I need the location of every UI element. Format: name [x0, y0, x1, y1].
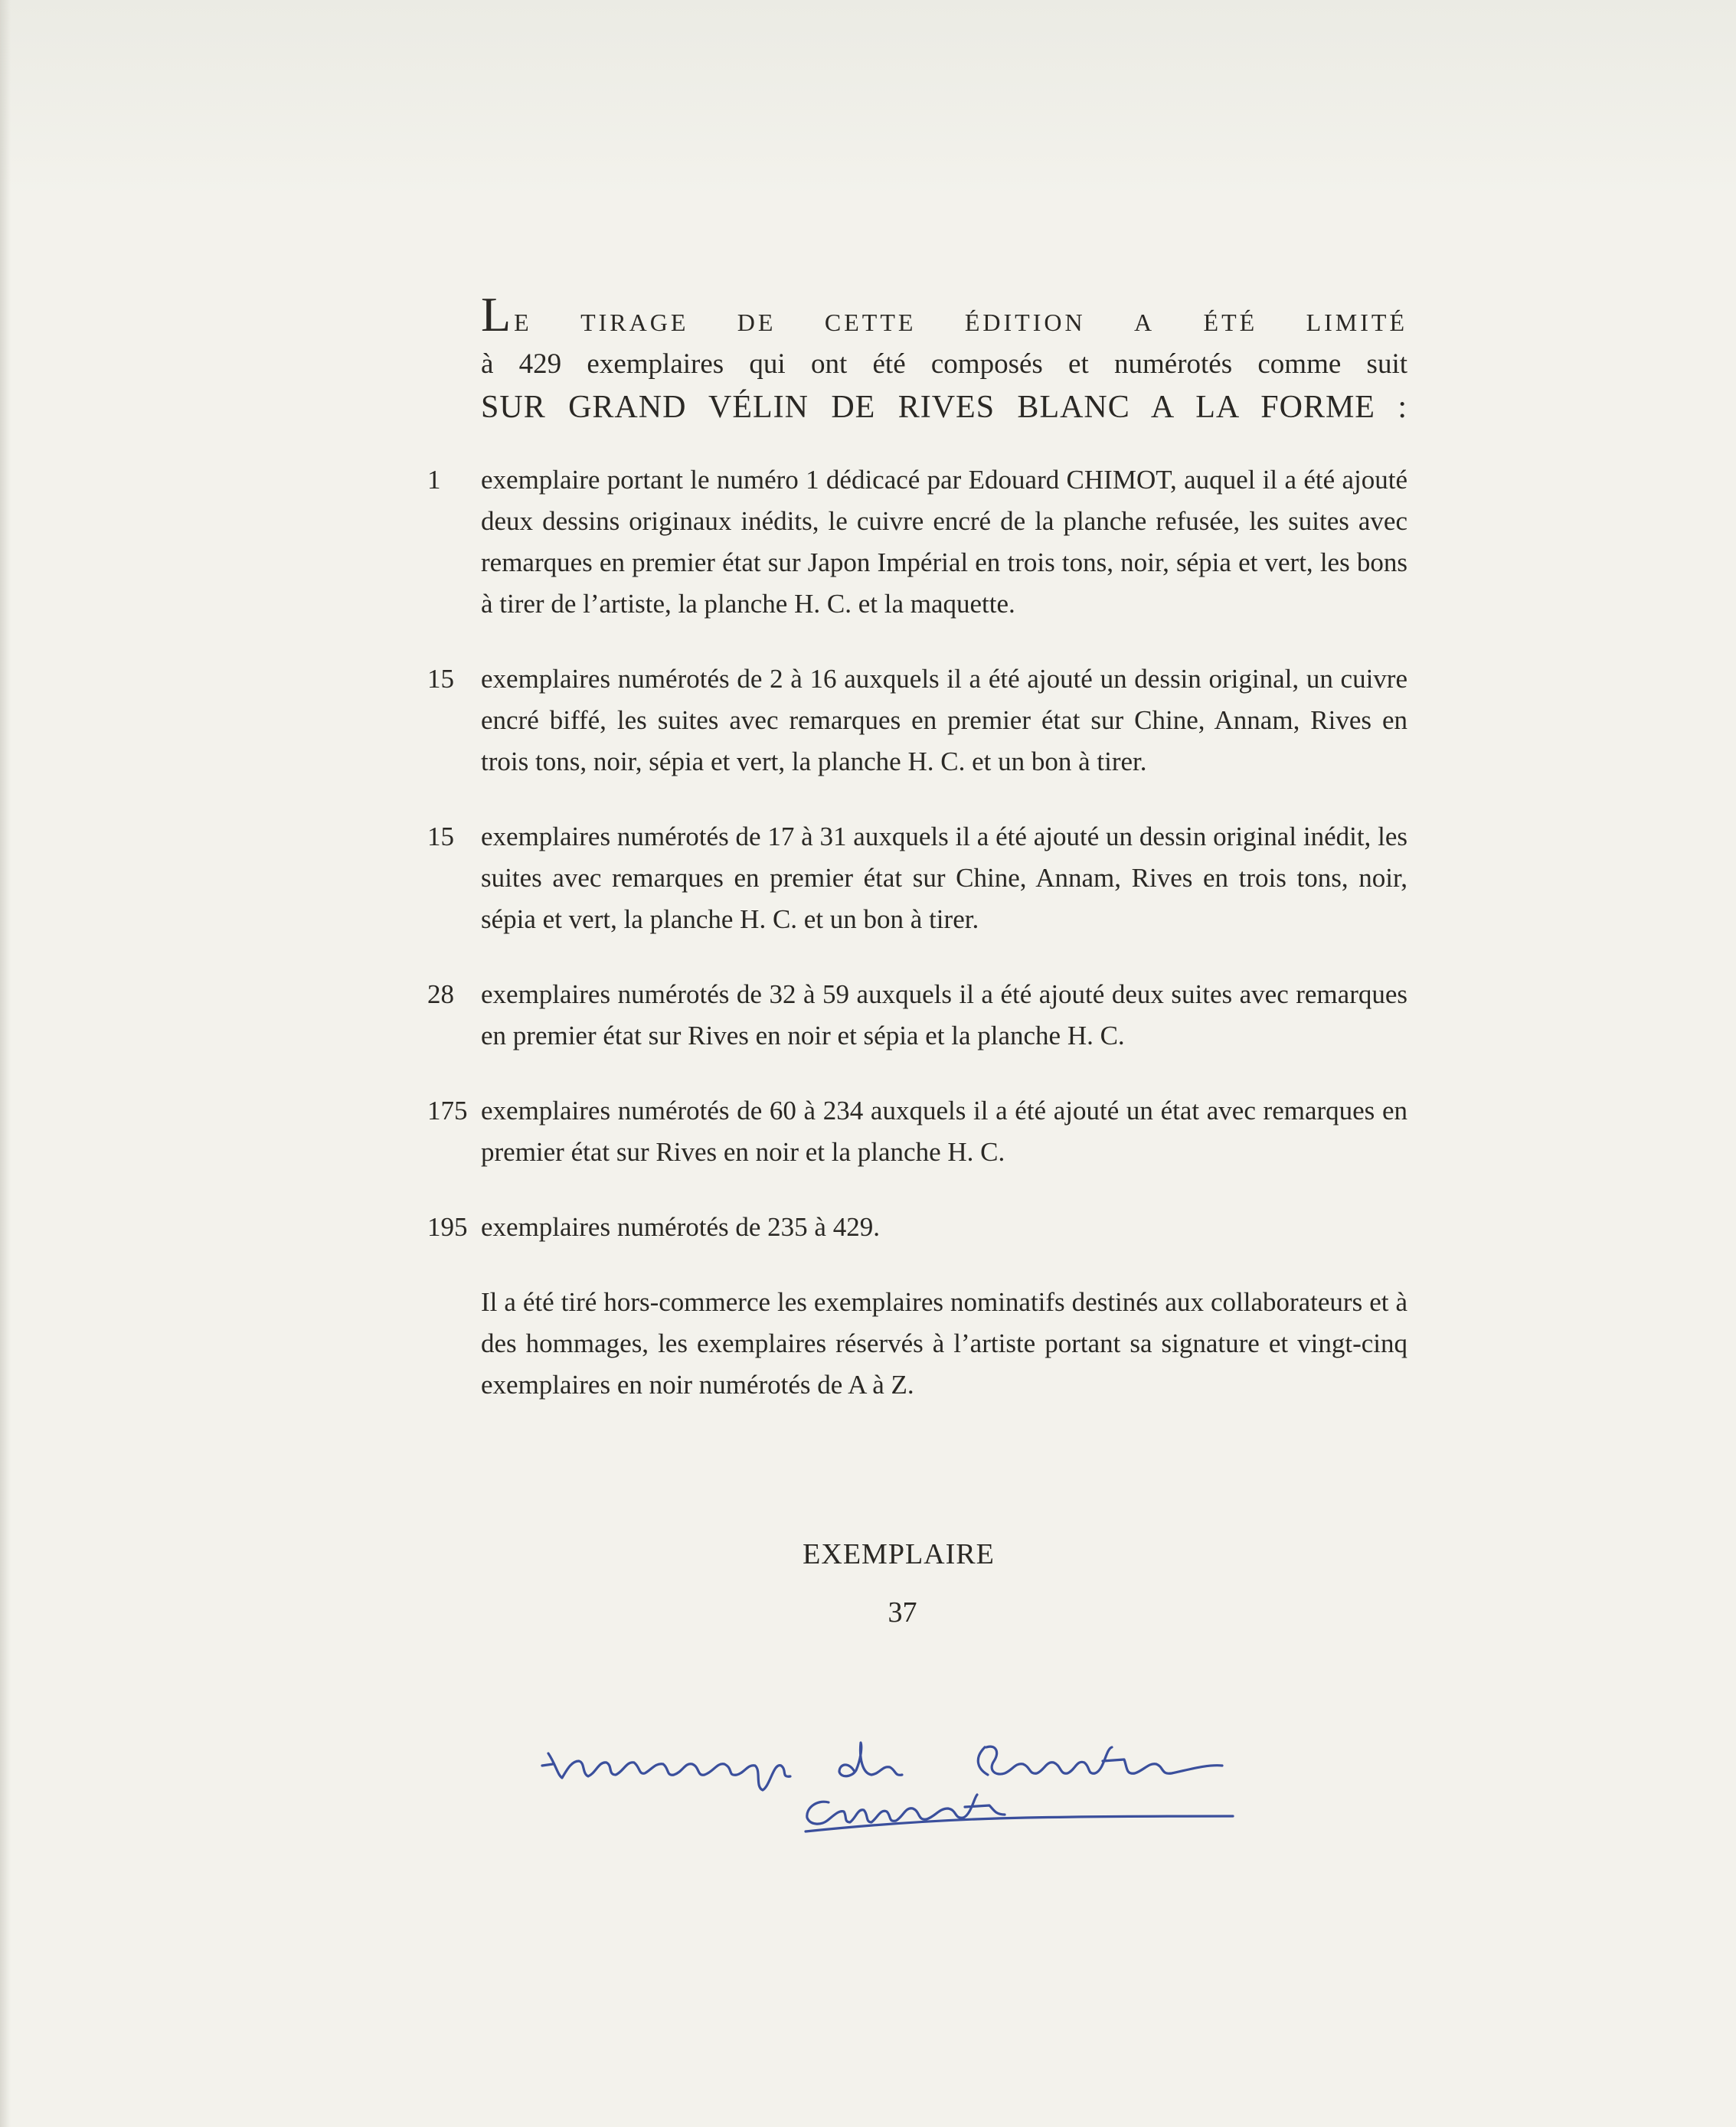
edition-entry: [427, 816, 1407, 940]
heading-line-1: [481, 287, 1407, 343]
paper-left-edge: [0, 0, 11, 2127]
entry-description: exemplaires numérotés de 2 à 16 auxquels il a été ajouté un dessin original, un cuivre encré biffé, les suites avec remarques en premier état sur Chine, Annam, Rives en trois tons, noir, sépia et vert, la planche H. C. et un bon à tirer.: [481, 664, 1407, 776]
edition-entry: [427, 974, 1407, 1057]
entry-count: 195: [427, 1212, 468, 1242]
paper-top-shading: [0, 0, 1736, 199]
entry-count: 1: [427, 465, 441, 495]
heading-line-2: à 429 exemplaires qui ont été composés et numérotés comme suit: [481, 348, 1407, 380]
entry-count: 15: [427, 664, 454, 694]
entry-description: exemplaires numérotés de 235 à 429.: [481, 1212, 880, 1242]
edition-entry: [427, 1090, 1407, 1173]
exemplaire-label-row: [0, 1537, 1736, 1571]
entry-count: 28: [427, 979, 454, 1009]
exemplaire-number: 37: [888, 1596, 917, 1629]
entry-count: 175: [427, 1096, 468, 1126]
dedication-line: [542, 1743, 1222, 1790]
entry-description: exemplaires numérotés de 17 à 31 auxquels il a été ajouté un dessin original inédit, les suites avec remarques en premier état sur Chine, Annam, Rives en trois tons, noir, sépia et vert, la planche H. C. et un bon à tirer.: [481, 822, 1407, 934]
exemplaire-label: EXEMPLAIRE: [803, 1538, 995, 1570]
exemplaire-number-row: [0, 1596, 1736, 1629]
entry-description: exemplaires numérotés de 60 à 234 auxquels il a été ajouté un état avec remarques en premier état sur Rives en noir et la planche H. C.: [481, 1096, 1407, 1167]
edition-entry: [427, 658, 1407, 783]
entry-description: exemplaire portant le numéro 1 dédicacé par Edouard CHIMOT, auquel il a été ajouté deux dessins originaux inédits, le cuivre encré de la planche refusée, les suites avec remarques en premier état sur Japon Impérial en trois tons, noir, sépia et vert, les bons à tirer de l’artiste, la planche H. C. et la maquette.: [481, 465, 1407, 619]
entry-count: 15: [427, 822, 454, 851]
edition-entry: [427, 459, 1407, 625]
heading-initial: L: [481, 287, 515, 341]
edition-entry: [427, 1207, 1407, 1248]
colophon-block: [427, 287, 1407, 1406]
heading-line-1-rest: e tirage de cette édition a été limité: [514, 299, 1407, 338]
artist-signature: [806, 1795, 1233, 1831]
hors-commerce-note: Il a été tiré hors-commerce les exemplaires nominatifs destinés aux collaborateurs et à des hommages, les exemplaires réservés à l’artiste portant sa signature et vingt-cinq exemplaires en noir numérotés de A à Z.: [481, 1287, 1407, 1400]
entry-description: exemplaires numérotés de 32 à 59 auxquels il a été ajouté deux suites avec remarques en premier état sur Rives en noir et sépia et la planche H. C.: [481, 979, 1407, 1050]
heading-line-3: SUR GRAND VÉLIN DE RIVES BLANC A LA FORME :: [481, 390, 1407, 425]
colophon-heading: [427, 287, 1407, 429]
